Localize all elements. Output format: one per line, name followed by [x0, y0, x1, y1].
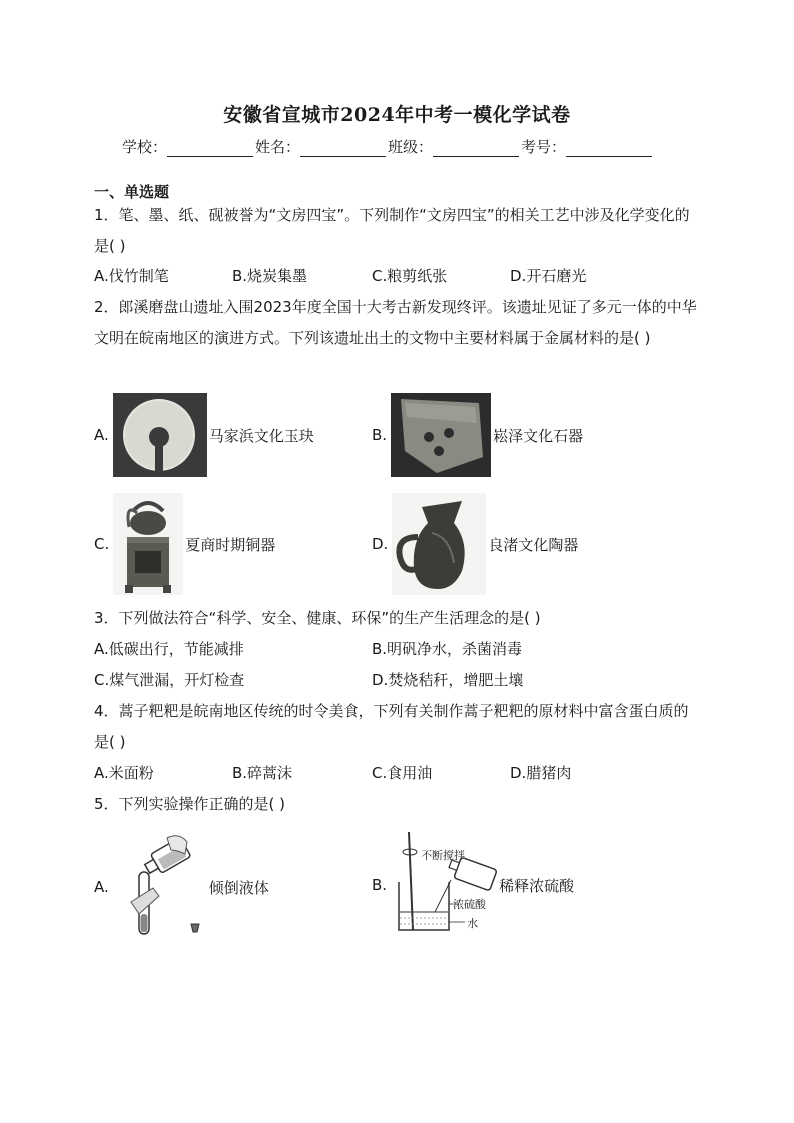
- q5-option-b[interactable]: B. 不断搅拌 浓硫酸 水 稀释浓硫酸: [372, 832, 574, 938]
- q2-option-d[interactable]: D. 良渚文化陶器: [372, 493, 578, 595]
- page-title: 安徽省宣城市2024年中考一模化学试卷: [223, 104, 571, 126]
- q3-option-d[interactable]: D.焚烧秸秆，增肥土壤: [372, 671, 524, 689]
- q3-option-c[interactable]: C.煤气泄漏，开灯检查: [94, 671, 245, 689]
- stone-tool-icon: [391, 393, 491, 477]
- question-1: 1．笔、墨、纸、砚被誉为“文房四宝”。下列制作“文房四宝”的相关工艺中涉及化学变化的是( ): [94, 206, 690, 255]
- pottery-jug-icon: [392, 493, 486, 595]
- q2-option-d-label: 良渚文化陶器: [488, 535, 579, 554]
- number-label: 考号：: [521, 138, 567, 156]
- q1-option-d[interactable]: D.开石磨光: [510, 267, 587, 285]
- q4-option-a[interactable]: A.米面粉: [94, 764, 154, 782]
- q4-option-c[interactable]: C.食用油: [372, 764, 433, 782]
- school-label: 学校：: [122, 138, 168, 156]
- jade-ring-icon: [113, 393, 207, 477]
- acid-annotation: 浓硫酸: [453, 898, 487, 911]
- class-label: 班级：: [388, 138, 434, 156]
- q3-option-b[interactable]: B.明矾净水，杀菌消毒: [372, 640, 523, 658]
- name-label: 姓名：: [255, 138, 301, 156]
- class-blank[interactable]: [433, 142, 519, 157]
- student-info-line: [122, 136, 654, 157]
- number-blank[interactable]: [566, 142, 652, 157]
- q2-option-a[interactable]: A. 马家浜文化玉玦: [94, 393, 314, 477]
- question-2: 2．郎溪磨盘山遗址入围2023年度全国十大考古新发现终评。该遗址见证了多元一体的中华文明在皖南地区的演进方式。下列该遗址出土的文物中主要材料属于金属材料的是( ): [94, 298, 697, 347]
- school-blank[interactable]: [167, 142, 253, 157]
- dilute-acid-diagram: [391, 832, 497, 938]
- q3-option-a[interactable]: A.低碳出行，节能减排: [94, 640, 244, 658]
- question-1-options: [94, 261, 700, 292]
- q2-option-c[interactable]: C. 夏商时期铜器: [94, 493, 275, 595]
- question-3-options-row-2: [94, 665, 700, 696]
- q4-option-d[interactable]: D.腊猪肉: [510, 764, 572, 782]
- q2-option-b[interactable]: B. 崧泽文化石器: [372, 393, 583, 477]
- water-annotation: 水: [467, 917, 479, 930]
- question-4: 4．蒿子粑粑是皖南地区传统的时令美食，下列有关制作蒿子粑粑的原材料中富含蛋白质的是( ): [94, 702, 689, 751]
- section-heading: 一、单选题: [94, 183, 170, 201]
- question-3: 3．下列做法符合“科学、安全、健康、环保”的生产生活理念的是( ): [94, 609, 541, 627]
- name-blank[interactable]: [300, 142, 386, 157]
- q1-option-a[interactable]: A.伐竹制笔: [94, 267, 169, 285]
- q5-option-a-label: 倾倒液体: [208, 878, 269, 897]
- q5-option-b-label: 稀释浓硫酸: [499, 876, 575, 895]
- q4-option-b[interactable]: B.碎蒿沫: [232, 764, 293, 782]
- question-5: 5．下列实验操作正确的是( ): [94, 795, 286, 813]
- q1-option-b[interactable]: B.烧炭集墨: [232, 267, 308, 285]
- question-3-options-row-1: [94, 634, 700, 665]
- q2-option-a-label: 马家浜文化玉玦: [208, 426, 314, 445]
- q2-option-c-label: 夏商时期铜器: [185, 535, 276, 554]
- question-4-options: [94, 758, 700, 789]
- q5-option-a[interactable]: A. 倾倒液体: [94, 832, 269, 942]
- pour-liquid-icon: [113, 832, 203, 942]
- bronze-vessel-icon: [113, 493, 183, 595]
- q1-option-c[interactable]: C.粮剪纸张: [372, 267, 448, 285]
- q2-option-b-label: 崧泽文化石器: [493, 426, 584, 445]
- stir-annotation: 不断搅拌: [421, 849, 466, 862]
